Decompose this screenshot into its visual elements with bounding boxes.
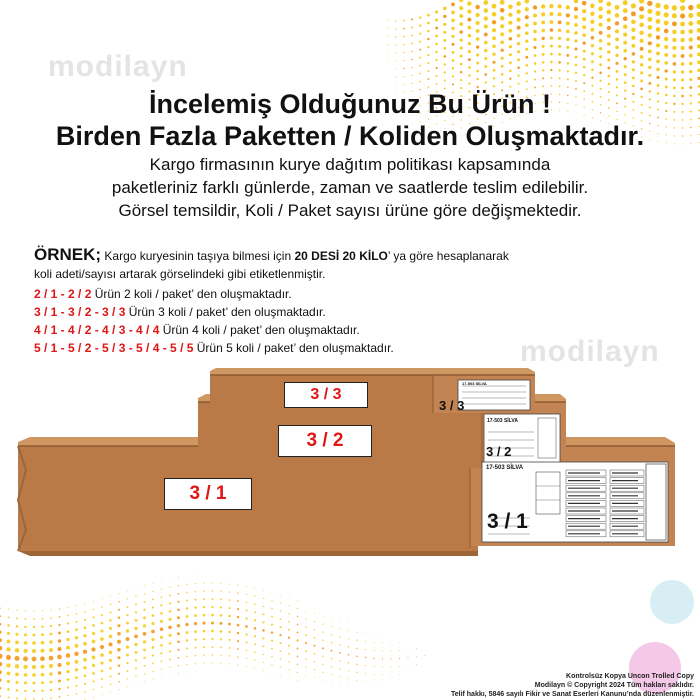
example-row-text: Ürün 2 koli / paket’ den oluşmaktadır. [91,287,292,301]
example-title: ÖRNEK; [34,245,102,264]
sticker-model-text: 17-503 SİLVA [487,418,518,424]
subtitle-line3: Görsel temsildir, Koli / Paket sayısı ürüne göre değişmektedir. [118,201,582,220]
page-title-line1: İncelemiş Olduğunuz Bu Ürün ! [148,89,551,119]
example-intro-text: Kargo kuryesinin taşıya bilmesi için [101,249,295,263]
subtitle-line1: Kargo firmasının kurye dağıtım politikası kapsamında [149,155,551,174]
box-top-side-number: 3 / 3 [439,398,465,413]
example-intro-bold: 20 DESİ 20 KİLO [294,249,388,263]
package-label-3-2: 3 / 2 [278,425,372,457]
example-row-text: Ürün 3 koli / paket’ den oluşmaktadır. [125,305,326,319]
example-intro-text-end: ’ ya göre hesaplanarak [387,249,509,263]
example-row-text: Ürün 4 koli / paket’ den oluşmaktadır. [159,323,360,337]
example-row-codes: 3 / 1 - 3 / 2 - 3 / 3 [34,305,126,319]
watermark-brand: modilayn [520,335,660,368]
example-row-codes: 5 / 1 - 5 / 2 - 5 / 3 - 5 / 4 - 5 / 5 [34,341,194,355]
footer-line: Kontrolsüz Kopya Uncon Trolled Copy [566,673,694,680]
footer-line: Telif hakkı, 5846 sayılı Fikir ve Sanat Eserleri Kanunu’nda düzenlenmiştir. [450,691,694,698]
footer-line: Modilayn © Copyright 2024 Tüm hakları saklıdır. [534,682,694,689]
package-label-3-3: 3 / 3 [284,382,368,408]
watermark-brand: modilayn [48,50,188,83]
sticker-model-text: 17-503 SİLVA [462,381,487,386]
package-label-3-1: 3 / 1 [164,478,252,510]
page-title-line2: Birden Fazla Paketten / Koliden Oluşmaktadır. [55,121,645,151]
example-row-codes: 2 / 1 - 2 / 2 [34,287,92,301]
sticker-model-text: 17-503 SİLVA [486,465,524,471]
subtitle-line2: paketleriniz farklı günlerde, zaman ve saatlerde teslim edilebilir. [111,178,589,197]
example-intro-line2: koli adeti/sayısı artarak görselindeki gibi etiketlenmiştir. [34,267,326,281]
box-bottom-side-number: 3 / 1 [487,510,528,533]
example-row-text: Ürün 5 koli / paket’ den oluşmaktadır. [193,341,394,355]
box-middle-side-number: 3 / 2 [486,444,512,459]
example-row-codes: 4 / 1 - 4 / 2 - 4 / 3 - 4 / 4 [34,323,160,337]
